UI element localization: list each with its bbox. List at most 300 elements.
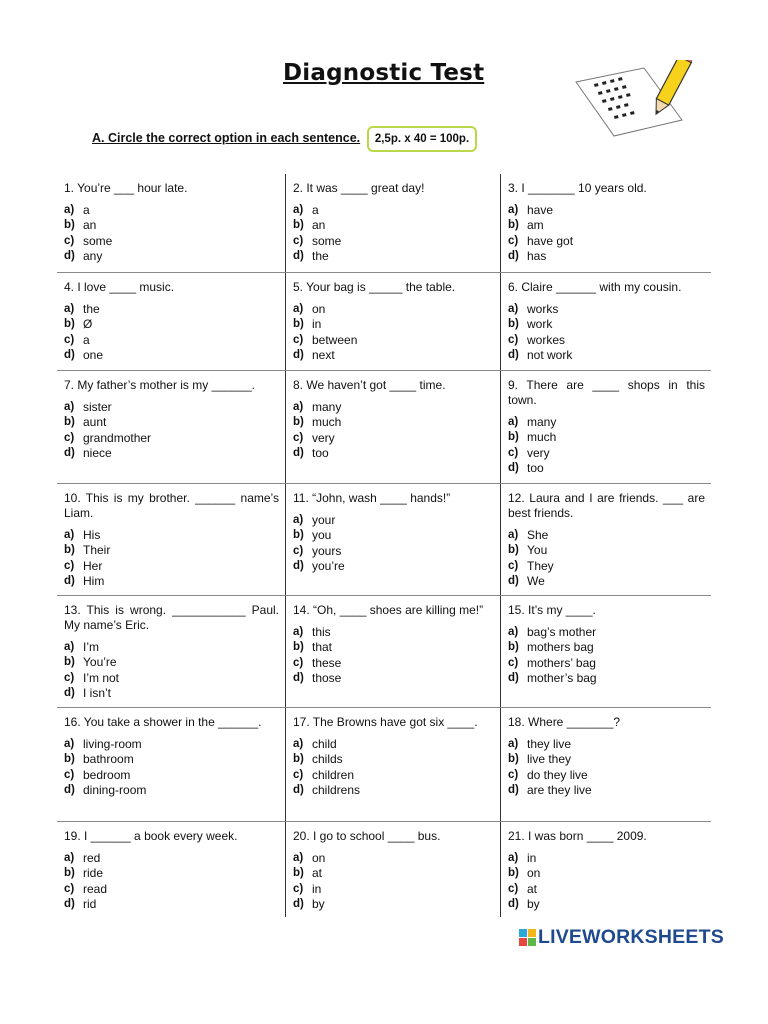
option-text: ride bbox=[83, 866, 104, 881]
option-letter: b) bbox=[293, 416, 304, 429]
option-letter: d) bbox=[64, 575, 75, 588]
option-letter: b) bbox=[508, 431, 519, 444]
option-text: they live bbox=[527, 737, 572, 751]
option-letter: c) bbox=[293, 234, 304, 247]
answer-option[interactable] bbox=[293, 768, 494, 783]
answer-option[interactable] bbox=[64, 851, 279, 866]
option-text: some bbox=[312, 233, 342, 248]
option-text: read bbox=[83, 881, 108, 896]
score-badge: 2,5p. x 40 = 100p. bbox=[367, 126, 477, 152]
answer-option[interactable] bbox=[64, 897, 279, 912]
answer-option[interactable] bbox=[508, 528, 705, 543]
answer-option[interactable] bbox=[508, 461, 705, 476]
option-text: your bbox=[312, 513, 336, 527]
question-text: 12. Laura and I are friends. ___ are best friends. bbox=[508, 491, 705, 520]
option-letter: b) bbox=[293, 318, 304, 331]
option-text: you bbox=[312, 528, 332, 543]
option-text: on bbox=[527, 866, 541, 881]
answer-option[interactable] bbox=[293, 333, 494, 348]
option-text: next bbox=[312, 348, 335, 363]
option-text: You bbox=[527, 543, 548, 558]
question-text: 13. This is wrong. ___________ Paul. My name’s Eric. bbox=[64, 603, 279, 632]
option-text: Her bbox=[83, 558, 103, 573]
question-text: 6. Claire ______ with my cousin. bbox=[508, 280, 682, 294]
option-letter: d) bbox=[293, 560, 304, 573]
option-letter: d) bbox=[64, 784, 75, 797]
question-cell bbox=[286, 371, 501, 483]
option-text: They bbox=[527, 558, 554, 573]
answer-option[interactable] bbox=[64, 348, 279, 363]
question-text: 19. I ______ a book every week. bbox=[64, 829, 238, 843]
option-letter: d) bbox=[508, 250, 519, 263]
question-cell bbox=[57, 708, 286, 821]
answer-option[interactable] bbox=[64, 415, 279, 430]
option-letter: b) bbox=[293, 219, 304, 232]
answer-option[interactable] bbox=[64, 528, 279, 543]
option-letter: b) bbox=[64, 318, 75, 331]
question-text: 1. You’re ___ hour late. bbox=[64, 181, 188, 195]
answer-option[interactable] bbox=[293, 897, 494, 912]
question-text: 11. “John, wash ____ hands!” bbox=[293, 491, 451, 505]
answer-option[interactable] bbox=[508, 302, 705, 317]
answer-option[interactable] bbox=[64, 234, 279, 249]
question-cell bbox=[501, 708, 711, 821]
option-text: by bbox=[312, 897, 325, 912]
answer-option[interactable] bbox=[293, 656, 494, 671]
option-text: red bbox=[83, 851, 101, 865]
question-text: 16. You take a shower in the ______. bbox=[64, 715, 262, 729]
question-cell bbox=[501, 174, 711, 272]
question-cell bbox=[286, 174, 501, 272]
answer-option[interactable] bbox=[508, 882, 705, 897]
answer-option[interactable] bbox=[293, 249, 494, 264]
answer-option[interactable] bbox=[508, 783, 705, 798]
answer-option[interactable] bbox=[293, 640, 494, 655]
option-text: bathroom bbox=[83, 752, 134, 767]
question-row bbox=[57, 371, 711, 484]
option-text: do they live bbox=[527, 767, 588, 782]
option-text: niece bbox=[83, 446, 112, 461]
question-cell bbox=[501, 273, 711, 370]
answer-option[interactable] bbox=[64, 671, 279, 686]
answer-option[interactable] bbox=[64, 543, 279, 558]
question-text: 17. The Browns have got six ____. bbox=[293, 715, 478, 729]
option-letter: b) bbox=[293, 641, 304, 654]
answer-option[interactable] bbox=[293, 446, 494, 461]
answer-option[interactable] bbox=[64, 737, 279, 752]
option-letter: d) bbox=[293, 672, 304, 685]
option-letter: a) bbox=[293, 401, 304, 413]
option-letter: a) bbox=[293, 626, 304, 638]
option-letter: b) bbox=[508, 318, 519, 331]
option-text: have bbox=[527, 203, 554, 217]
answer-option[interactable] bbox=[64, 559, 279, 574]
option-text: I’m not bbox=[83, 670, 120, 685]
option-letter: d) bbox=[293, 784, 304, 797]
answer-option[interactable] bbox=[508, 851, 705, 866]
option-letter: d) bbox=[64, 447, 75, 460]
option-letter: d) bbox=[508, 462, 519, 475]
option-letter: a) bbox=[508, 738, 519, 750]
answer-option[interactable] bbox=[508, 348, 705, 363]
answer-option[interactable] bbox=[64, 333, 279, 348]
option-letter: c) bbox=[508, 656, 519, 669]
answer-option[interactable] bbox=[293, 544, 494, 559]
option-text: any bbox=[83, 249, 103, 264]
answer-option[interactable] bbox=[508, 234, 705, 249]
option-letter: a) bbox=[64, 529, 75, 541]
option-letter: b) bbox=[293, 529, 304, 542]
option-letter: d) bbox=[64, 898, 75, 911]
option-text: at bbox=[527, 881, 538, 896]
answer-option[interactable] bbox=[64, 768, 279, 783]
liveworksheets-logo bbox=[519, 926, 724, 949]
option-text: bag’s mother bbox=[527, 625, 597, 639]
option-letter: c) bbox=[293, 656, 304, 669]
option-letter: c) bbox=[64, 768, 75, 781]
question-cell bbox=[501, 822, 711, 917]
question-cell bbox=[501, 371, 711, 483]
option-text: an bbox=[312, 218, 326, 233]
option-letter: b) bbox=[508, 753, 519, 766]
option-text: mothers bag bbox=[527, 640, 594, 655]
answer-option[interactable] bbox=[508, 752, 705, 767]
answer-option[interactable] bbox=[508, 203, 705, 218]
answer-option[interactable] bbox=[508, 430, 705, 445]
option-text: by bbox=[527, 897, 540, 912]
option-letter: c) bbox=[64, 431, 75, 444]
option-letter: a) bbox=[293, 738, 304, 750]
option-letter: a) bbox=[64, 738, 75, 750]
question-cell bbox=[57, 371, 286, 483]
option-text: child bbox=[312, 737, 337, 751]
answer-option[interactable] bbox=[508, 768, 705, 783]
option-letter: a) bbox=[293, 204, 304, 216]
answer-option[interactable] bbox=[64, 317, 279, 332]
option-text: works bbox=[527, 302, 559, 316]
question-text: 3. I _______ 10 years old. bbox=[508, 181, 647, 195]
answer-option[interactable] bbox=[64, 655, 279, 670]
option-letter: a) bbox=[293, 514, 304, 526]
option-letter: a) bbox=[64, 204, 75, 216]
option-letter: c) bbox=[508, 446, 519, 459]
option-text: has bbox=[527, 249, 547, 264]
option-text: the bbox=[312, 249, 329, 264]
option-text: You’re bbox=[83, 655, 117, 670]
questions-grid bbox=[57, 174, 711, 917]
answer-option[interactable] bbox=[293, 234, 494, 249]
option-letter: d) bbox=[508, 784, 519, 797]
option-text: I’m bbox=[83, 640, 99, 654]
option-text: a bbox=[83, 203, 90, 217]
question-text: 18. Where _______? bbox=[508, 715, 621, 729]
option-letter: d) bbox=[508, 575, 519, 588]
option-letter: c) bbox=[64, 671, 75, 684]
answer-option[interactable] bbox=[293, 513, 494, 528]
answer-option[interactable] bbox=[64, 574, 279, 589]
option-letter: d) bbox=[293, 349, 304, 362]
option-letter: c) bbox=[64, 234, 75, 247]
question-cell bbox=[286, 273, 501, 370]
question-text: 15. It’s my ____. bbox=[508, 603, 596, 617]
question-text: 9. There are ____ shops in this town. bbox=[508, 378, 705, 407]
answer-option[interactable] bbox=[293, 528, 494, 543]
answer-option[interactable] bbox=[508, 249, 705, 264]
answer-option[interactable] bbox=[508, 866, 705, 881]
option-letter: b) bbox=[508, 867, 519, 880]
option-letter: a) bbox=[64, 852, 75, 864]
option-text: We bbox=[527, 574, 545, 589]
question-row bbox=[57, 174, 711, 273]
option-letter: b) bbox=[508, 641, 519, 654]
option-text: work bbox=[527, 317, 553, 332]
option-text: childrens bbox=[312, 783, 361, 798]
option-letter: b) bbox=[64, 544, 75, 557]
answer-option[interactable] bbox=[293, 783, 494, 798]
option-letter: a) bbox=[508, 529, 519, 541]
option-letter: b) bbox=[293, 753, 304, 766]
question-cell bbox=[501, 596, 711, 707]
option-letter: d) bbox=[508, 349, 519, 362]
option-letter: a) bbox=[293, 852, 304, 864]
question-cell bbox=[57, 174, 286, 272]
answer-option[interactable] bbox=[508, 897, 705, 912]
answer-option[interactable] bbox=[64, 752, 279, 767]
answer-option[interactable] bbox=[508, 574, 705, 589]
option-letter: a) bbox=[64, 401, 75, 413]
question-cell bbox=[57, 484, 286, 595]
question-row bbox=[57, 273, 711, 371]
option-text: workes bbox=[527, 332, 566, 347]
option-text: mother’s bag bbox=[527, 671, 597, 686]
option-text: mothers’ bag bbox=[527, 655, 596, 670]
option-letter: c) bbox=[508, 882, 519, 895]
answer-option[interactable] bbox=[508, 625, 705, 640]
question-text: 5. Your bag is _____ the table. bbox=[293, 280, 456, 294]
question-cell bbox=[286, 596, 501, 707]
option-letter: c) bbox=[64, 559, 75, 572]
option-letter: a) bbox=[293, 303, 304, 315]
option-text: bedroom bbox=[83, 767, 131, 782]
option-text: too bbox=[527, 461, 544, 476]
question-text: 20. I go to school ____ bus. bbox=[293, 829, 441, 843]
option-letter: d) bbox=[293, 898, 304, 911]
option-text: not work bbox=[527, 348, 573, 363]
instruction-text: A. Circle the correct option in each sentence. bbox=[92, 131, 361, 145]
answer-option[interactable] bbox=[293, 851, 494, 866]
answer-option[interactable] bbox=[508, 737, 705, 752]
option-text: am bbox=[527, 218, 544, 233]
page-title: Diagnostic Test bbox=[283, 60, 485, 86]
option-letter: c) bbox=[293, 431, 304, 444]
answer-option[interactable] bbox=[293, 400, 494, 415]
question-row bbox=[57, 822, 711, 917]
answer-option[interactable] bbox=[293, 317, 494, 332]
option-text: much bbox=[527, 430, 557, 445]
answer-option[interactable] bbox=[508, 656, 705, 671]
option-letter: b) bbox=[64, 219, 75, 232]
answer-option[interactable] bbox=[64, 218, 279, 233]
option-letter: b) bbox=[64, 656, 75, 669]
question-cell bbox=[57, 596, 286, 707]
option-text: children bbox=[312, 767, 355, 782]
option-letter: d) bbox=[64, 687, 75, 700]
question-text: 10. This is my brother. ______ name’s Liam. bbox=[64, 491, 279, 520]
option-text: those bbox=[312, 671, 342, 686]
answer-option[interactable] bbox=[508, 446, 705, 461]
option-text: very bbox=[527, 445, 550, 460]
answer-option[interactable] bbox=[293, 431, 494, 446]
option-text: many bbox=[527, 415, 557, 429]
answer-option[interactable] bbox=[508, 218, 705, 233]
option-letter: d) bbox=[64, 250, 75, 263]
option-text: the bbox=[83, 302, 100, 316]
question-cell bbox=[286, 708, 501, 821]
question-row bbox=[57, 596, 711, 708]
answer-option[interactable] bbox=[64, 783, 279, 798]
answer-option[interactable] bbox=[293, 559, 494, 574]
option-letter: a) bbox=[64, 303, 75, 315]
option-text: in bbox=[527, 851, 537, 865]
answer-option[interactable] bbox=[293, 737, 494, 752]
option-text: in bbox=[312, 317, 322, 332]
answer-option[interactable] bbox=[293, 348, 494, 363]
answer-option[interactable] bbox=[508, 559, 705, 574]
question-row bbox=[57, 484, 711, 596]
option-text: Him bbox=[83, 574, 105, 589]
option-letter: a) bbox=[508, 852, 519, 864]
option-text: She bbox=[527, 528, 549, 542]
question-text: 14. “Oh, ____ shoes are killing me!” bbox=[293, 603, 484, 617]
answer-option[interactable] bbox=[293, 882, 494, 897]
option-letter: a) bbox=[508, 416, 519, 428]
option-text: much bbox=[312, 415, 342, 430]
option-letter: b) bbox=[508, 219, 519, 232]
option-text: a bbox=[83, 332, 90, 347]
option-text: aunt bbox=[83, 415, 107, 430]
answer-option[interactable] bbox=[64, 686, 279, 701]
answer-option[interactable] bbox=[64, 446, 279, 461]
answer-option[interactable] bbox=[64, 249, 279, 264]
option-letter: d) bbox=[64, 349, 75, 362]
option-letter: c) bbox=[293, 768, 304, 781]
option-text: that bbox=[312, 640, 333, 655]
option-text: yours bbox=[312, 543, 342, 558]
answer-option[interactable] bbox=[293, 415, 494, 430]
brand-name: LIVEWORKSHEETS bbox=[538, 926, 724, 948]
option-text: have got bbox=[527, 233, 574, 248]
answer-option[interactable] bbox=[64, 302, 279, 317]
question-cell bbox=[286, 822, 501, 917]
option-text: an bbox=[83, 218, 97, 233]
question-text: 8. We haven’t got ____ time. bbox=[293, 378, 446, 392]
answer-option[interactable] bbox=[64, 640, 279, 655]
answer-option[interactable] bbox=[508, 415, 705, 430]
option-text: these bbox=[312, 655, 342, 670]
option-letter: c) bbox=[508, 333, 519, 346]
question-text: 4. I love ____ music. bbox=[64, 280, 175, 294]
option-letter: b) bbox=[508, 544, 519, 557]
question-cell bbox=[57, 822, 286, 917]
option-letter: a) bbox=[508, 204, 519, 216]
answer-option[interactable] bbox=[293, 203, 494, 218]
option-text: in bbox=[312, 881, 322, 896]
answer-option[interactable] bbox=[508, 671, 705, 686]
option-letter: a) bbox=[64, 641, 75, 653]
option-letter: d) bbox=[508, 898, 519, 911]
answer-option[interactable] bbox=[293, 625, 494, 640]
option-text: too bbox=[312, 446, 329, 461]
option-text: some bbox=[83, 233, 113, 248]
option-letter: c) bbox=[508, 768, 519, 781]
option-letter: c) bbox=[64, 882, 75, 895]
question-row bbox=[57, 708, 711, 822]
question-cell bbox=[57, 273, 286, 370]
answer-option[interactable] bbox=[508, 333, 705, 348]
question-cell bbox=[501, 484, 711, 595]
option-letter: c) bbox=[508, 234, 519, 247]
option-text: grandmother bbox=[83, 430, 152, 445]
option-text: His bbox=[83, 528, 101, 542]
answer-option[interactable] bbox=[293, 302, 494, 317]
option-letter: c) bbox=[293, 882, 304, 895]
option-letter: b) bbox=[293, 867, 304, 880]
test-sheet-pencil-illustration bbox=[572, 60, 692, 140]
question-text: 7. My father’s mother is my ______. bbox=[64, 378, 255, 392]
option-letter: d) bbox=[293, 447, 304, 460]
option-text: sister bbox=[83, 400, 112, 414]
option-text: a bbox=[312, 203, 319, 217]
option-text: on bbox=[312, 302, 326, 316]
option-text: live they bbox=[527, 752, 572, 767]
option-letter: c) bbox=[64, 333, 75, 346]
answer-option[interactable] bbox=[293, 866, 494, 881]
option-text: Ø bbox=[83, 317, 93, 332]
answer-option[interactable] bbox=[64, 431, 279, 446]
option-letter: b) bbox=[64, 867, 75, 880]
question-text: 21. I was born ____ 2009. bbox=[508, 829, 647, 843]
answer-option[interactable] bbox=[293, 752, 494, 767]
question-text: 2. It was ____ great day! bbox=[293, 181, 425, 195]
answer-option[interactable] bbox=[64, 400, 279, 415]
answer-option[interactable] bbox=[508, 317, 705, 332]
question-cell bbox=[286, 484, 501, 595]
option-letter: c) bbox=[508, 559, 519, 572]
option-letter: b) bbox=[64, 416, 75, 429]
answer-option[interactable] bbox=[508, 543, 705, 558]
answer-option[interactable] bbox=[293, 671, 494, 686]
option-text: Their bbox=[83, 543, 111, 558]
option-text: childs bbox=[312, 752, 343, 767]
option-text: are they live bbox=[527, 783, 592, 798]
option-text: one bbox=[83, 348, 104, 363]
option-text: living-room bbox=[83, 737, 142, 751]
option-text: rid bbox=[83, 897, 97, 912]
option-letter: b) bbox=[64, 753, 75, 766]
option-text: I isn’t bbox=[83, 686, 112, 701]
answer-option[interactable] bbox=[64, 866, 279, 881]
option-letter: d) bbox=[508, 672, 519, 685]
answer-option[interactable] bbox=[293, 218, 494, 233]
option-text: you’re bbox=[312, 559, 345, 574]
option-text: this bbox=[312, 625, 331, 639]
answer-option[interactable] bbox=[508, 640, 705, 655]
answer-option[interactable] bbox=[64, 882, 279, 897]
option-letter: d) bbox=[293, 250, 304, 263]
option-text: between bbox=[312, 332, 358, 347]
option-text: at bbox=[312, 866, 323, 881]
answer-option[interactable] bbox=[64, 203, 279, 218]
